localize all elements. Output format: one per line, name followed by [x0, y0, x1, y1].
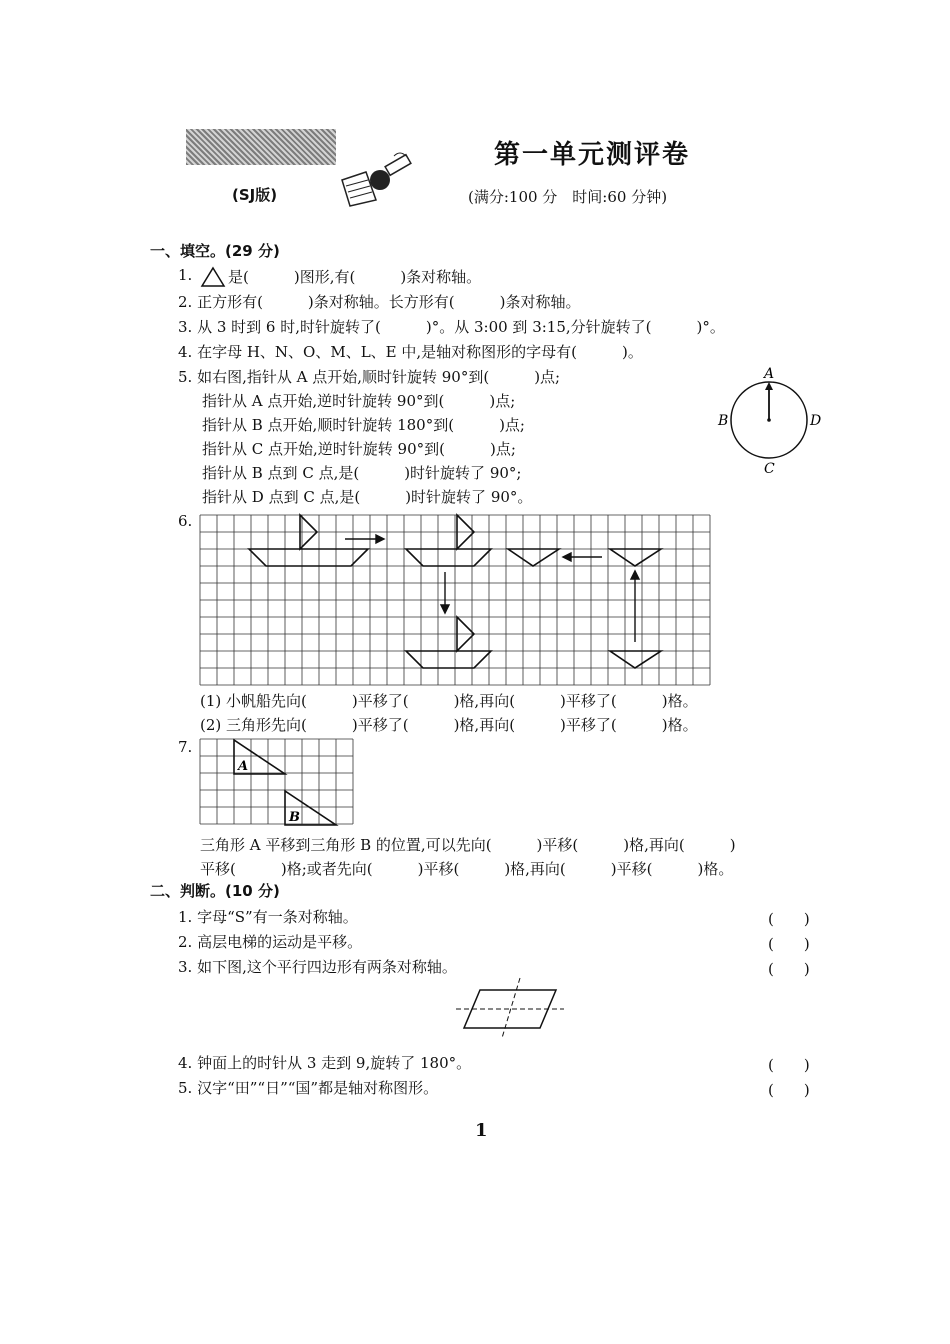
q4-text: 4. 在字母 H、N、O、M、L、E 中,是轴对称图形的字母有( )。 — [178, 343, 643, 361]
q5-line-4: 指针从 C 点开始,逆时针旋转 90°到( )点; — [202, 440, 516, 458]
q5-line-5: 指针从 B 点到 C 点,是( )时针旋转了 90°; — [202, 464, 522, 482]
judge-answer-1: ( ) — [768, 910, 810, 928]
triangle-b-label: B — [289, 810, 300, 825]
score-time-info: (满分:100 分 时间:60 分钟) — [468, 188, 668, 206]
q1-number: 1. — [178, 266, 193, 284]
q6-translation-grid — [198, 512, 718, 688]
judge-answer-3: ( ) — [768, 960, 810, 978]
edition-label: (SJ版) — [232, 186, 278, 204]
q6-part-1: (1) 小帆船先向( )平移了( )格,再向( )平移了( )格。 — [200, 692, 698, 710]
q5-line-3: 指针从 B 点开始,顺时针旋转 180°到( )点; — [202, 416, 525, 434]
page-number: 1 — [475, 1120, 488, 1141]
q7-number: 7. — [178, 738, 193, 756]
q7-line-1: 三角形 A 平移到三角形 B 的位置,可以先向( )平移( )格,再向( ) — [200, 836, 736, 854]
judge-answer-2: ( ) — [768, 935, 810, 953]
judge-answer-5: ( ) — [768, 1081, 810, 1099]
triangle-target — [508, 549, 559, 566]
parallelogram-figure — [456, 976, 566, 1040]
q6-part-2: (2) 三角形先向( )平移了( )格,再向( )平移了( )格。 — [200, 716, 698, 734]
section-2-heading: 二、判断。(10 分) — [150, 882, 280, 900]
q7-line-2: 平移( )格;或者先向( )平移( )格,再向( )平移( )格。 — [200, 860, 734, 878]
header-banner-graphic — [186, 129, 336, 165]
clock-label-b: B — [718, 413, 729, 429]
judge-item-4: 4. 钟面上的时针从 3 走到 9,旋转了 180°。 — [178, 1054, 472, 1072]
section-1-heading: 一、填空。(29 分) — [150, 242, 280, 260]
clock-label-d: D — [810, 413, 822, 429]
q2-text: 2. 正方形有( )条对称轴。长方形有( )条对称轴。 — [178, 293, 581, 311]
boat-hull-3 — [406, 651, 491, 668]
q7-translation-grid — [198, 736, 358, 828]
triangle-a-label: A — [238, 759, 249, 774]
clock-diagram — [712, 364, 828, 476]
judge-item-2: 2. 高层电梯的运动是平移。 — [178, 933, 363, 951]
clock-label-c: C — [764, 461, 775, 476]
judge-item-1: 1. 字母“S”有一条对称轴。 — [178, 908, 358, 926]
q1-text: 是( )图形,有( )条对称轴。 — [228, 268, 482, 286]
q3-text: 3. 从 3 时到 6 时,时针旋转了( )°。从 3:00 到 3:15,分针旋转了( )°。 — [178, 318, 725, 336]
page-title: 第一单元测评卷 — [494, 140, 691, 170]
clock-label-a: A — [764, 366, 775, 382]
q5-line-2: 指针从 A 点开始,逆时针旋转 90°到( )点; — [202, 392, 516, 410]
triangle-icon — [200, 266, 226, 288]
judge-item-5: 5. 汉字“田”“日”“国”都是轴对称图形。 — [178, 1079, 439, 1097]
q5-line-6: 指针从 D 点到 C 点,是( )时针旋转了 90°。 — [202, 488, 533, 506]
q6-number: 6. — [178, 512, 193, 530]
book-magnifier-icon — [336, 150, 416, 210]
boat-hull-1 — [249, 549, 368, 566]
judge-item-3: 3. 如下图,这个平行四边形有两条对称轴。 — [178, 958, 457, 976]
triangle-mid — [610, 549, 661, 566]
triangle-start — [610, 651, 661, 668]
judge-answer-4: ( ) — [768, 1056, 810, 1074]
boat-hull-2 — [406, 549, 491, 566]
q5-line-1: 5. 如右图,指针从 A 点开始,顺时针旋转 90°到( )点; — [178, 368, 561, 386]
